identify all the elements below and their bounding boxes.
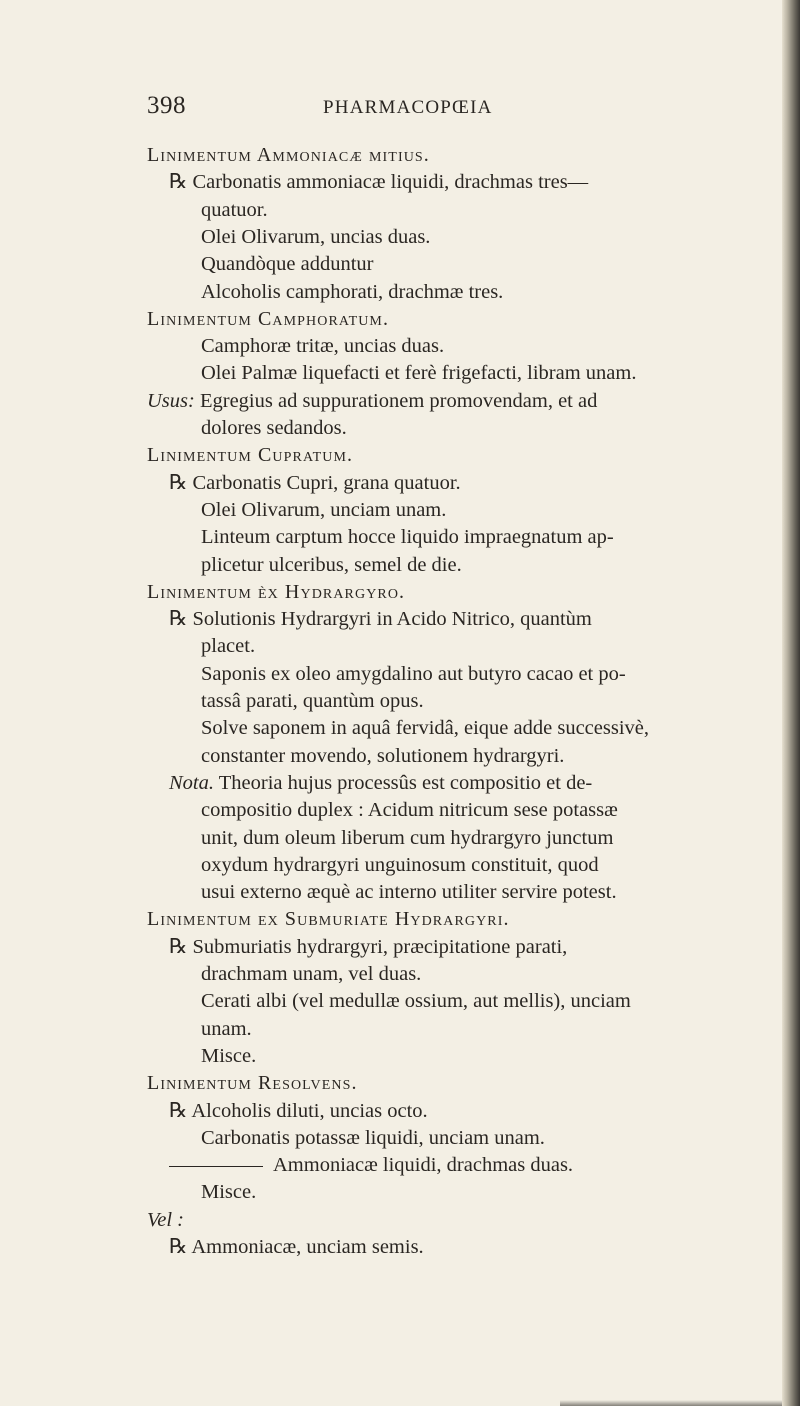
line-text: ℞ Solutionis Hydrargyri in Acido Nitrico, quantùm — [169, 608, 592, 631]
section-heading — [147, 579, 405, 605]
ingredient-line — [201, 825, 613, 851]
ingredient-line — [201, 715, 649, 741]
line-text: Misce. — [201, 1181, 257, 1204]
ingredient-line — [201, 743, 564, 769]
line-text: ℞ Submuriatis hydrargyri, præcipitatione parati, — [169, 935, 568, 958]
line-text: Saponis ex oleo amygdalino aut butyro cacao et po- — [201, 662, 626, 685]
line-text: Linimentum Cupratum. — [147, 444, 354, 467]
line-text: Egregius ad suppurationem promovendam, et ad — [199, 389, 598, 412]
line-text: constanter movendo, solutionem hydrargyri. — [201, 744, 565, 767]
ingredient-line — [201, 988, 631, 1014]
running-title: PHARMACOPŒIA — [323, 97, 493, 118]
line-text: unam. — [201, 1017, 252, 1040]
line-text: Olei Olivarum, uncias duas. — [201, 225, 431, 248]
line-text: ℞ Ammoniacæ, unciam semis. — [169, 1236, 424, 1258]
section-heading — [147, 442, 353, 468]
line-text: quatuor. — [201, 198, 268, 221]
ingredient-line — [201, 1043, 256, 1069]
line-text: oxydum hydrargyri unguinosum constituit, quod — [201, 853, 599, 876]
ingredient-line — [201, 251, 374, 277]
recipe-line — [169, 1098, 428, 1124]
ingredient-line — [201, 661, 626, 687]
line-text: Misce. — [201, 1044, 257, 1067]
ingredient-line — [201, 688, 424, 714]
continuation-line — [201, 633, 255, 659]
ingredient-line — [201, 852, 599, 878]
usus-label: Usus: — [147, 389, 195, 412]
ingredient-line — [201, 552, 462, 578]
line-text: tassâ parati, quantùm opus. — [201, 690, 424, 712]
line-text: Linimentum Ammoniacæ mitius. — [147, 144, 430, 166]
dash-line — [169, 1152, 573, 1178]
recipe-line — [169, 934, 567, 960]
line-text: Solve saponem in aquâ fervidâ, eique adde successivè, — [201, 717, 649, 740]
ingredient-line — [201, 224, 430, 250]
page-bottom-shadow — [560, 1400, 782, 1406]
line-text: plicetur ulceribus, semel de die. — [201, 553, 462, 576]
line-text: dolores sedandos. — [201, 417, 347, 439]
vel-line — [147, 1207, 184, 1233]
section-heading — [147, 906, 510, 932]
section-heading — [147, 1070, 358, 1096]
ingredient-line — [201, 1125, 545, 1151]
ingredient-line — [201, 497, 446, 523]
line-text: Linimentum Resolvens. — [147, 1072, 358, 1095]
page-binding-edge — [782, 0, 800, 1406]
ingredient-line — [201, 415, 347, 441]
line-text: Quandòque adduntur — [201, 253, 374, 276]
recipe-line — [169, 606, 592, 632]
line-text: drachmam unam, vel duas. — [201, 963, 422, 985]
ingredient-line — [201, 1179, 256, 1205]
line-text: Olei Olivarum, unciam unam. — [201, 498, 447, 521]
continuation-line — [201, 961, 421, 987]
line-text: ℞ Carbonatis Cupri, grana quatuor. — [169, 471, 461, 494]
ingredient-line — [201, 360, 636, 386]
ingredient-line — [201, 524, 614, 550]
vel-label: Vel : — [147, 1208, 184, 1231]
line-text: Carbonatis potassæ liquidi, unciam unam. — [201, 1126, 545, 1149]
ingredient-line — [201, 333, 444, 359]
line-text: Ammoniacæ liquidi, drachmas duas. — [273, 1154, 574, 1177]
ingredient-line — [201, 1016, 252, 1042]
line-text: compositio duplex : Acidum nitricum sese potassæ — [201, 799, 618, 822]
recipe-line — [169, 470, 461, 496]
line-text: usui externo æquè ac interno utiliter servire potest. — [201, 881, 617, 904]
ingredient-line — [201, 797, 618, 823]
line-text: Linteum carptum hocce liquido impraegnatum ap- — [201, 526, 614, 549]
section-heading — [147, 142, 430, 168]
line-text: Olei Palmæ liquefacti et ferè frigefacti, libram unam. — [201, 362, 637, 385]
line-text: placet. — [201, 635, 256, 658]
line-text: Linimentum Camphoratum. — [147, 307, 390, 330]
line-text: Linimentum ex Submuriate Hydrargyri. — [147, 908, 510, 931]
nota-label: Nota. — [169, 771, 214, 794]
line-text: Linimentum èx Hydrargyro. — [147, 580, 406, 603]
line-text: Alcoholis camphorati, drachmæ tres. — [201, 280, 504, 303]
line-text: ℞ Alcoholis diluti, uncias octo. — [169, 1099, 428, 1122]
section-heading — [147, 306, 389, 332]
line-text: Theoria hujus processûs est compositio et de- — [218, 771, 593, 794]
recipe-line — [169, 1234, 424, 1260]
continuation-line — [201, 197, 268, 223]
ingredient-line — [201, 279, 503, 305]
nota-line — [169, 770, 592, 796]
line-text: ℞ Carbonatis ammoniacæ liquidi, drachmas tres— — [169, 171, 589, 194]
ingredient-line — [201, 879, 617, 905]
usus-line — [147, 388, 597, 414]
line-text: Cerati albi (vel medullæ ossium, aut mellis), unciam — [201, 990, 631, 1013]
line-text: unit, dum oleum liberum cum hydrargyro junctum — [201, 826, 614, 849]
recipe-line — [169, 169, 588, 195]
page-header — [0, 92, 800, 122]
page-number: 398 — [147, 92, 186, 119]
ditto-rule — [169, 1166, 263, 1167]
line-text: Camphoræ tritæ, uncias duas. — [201, 335, 445, 358]
